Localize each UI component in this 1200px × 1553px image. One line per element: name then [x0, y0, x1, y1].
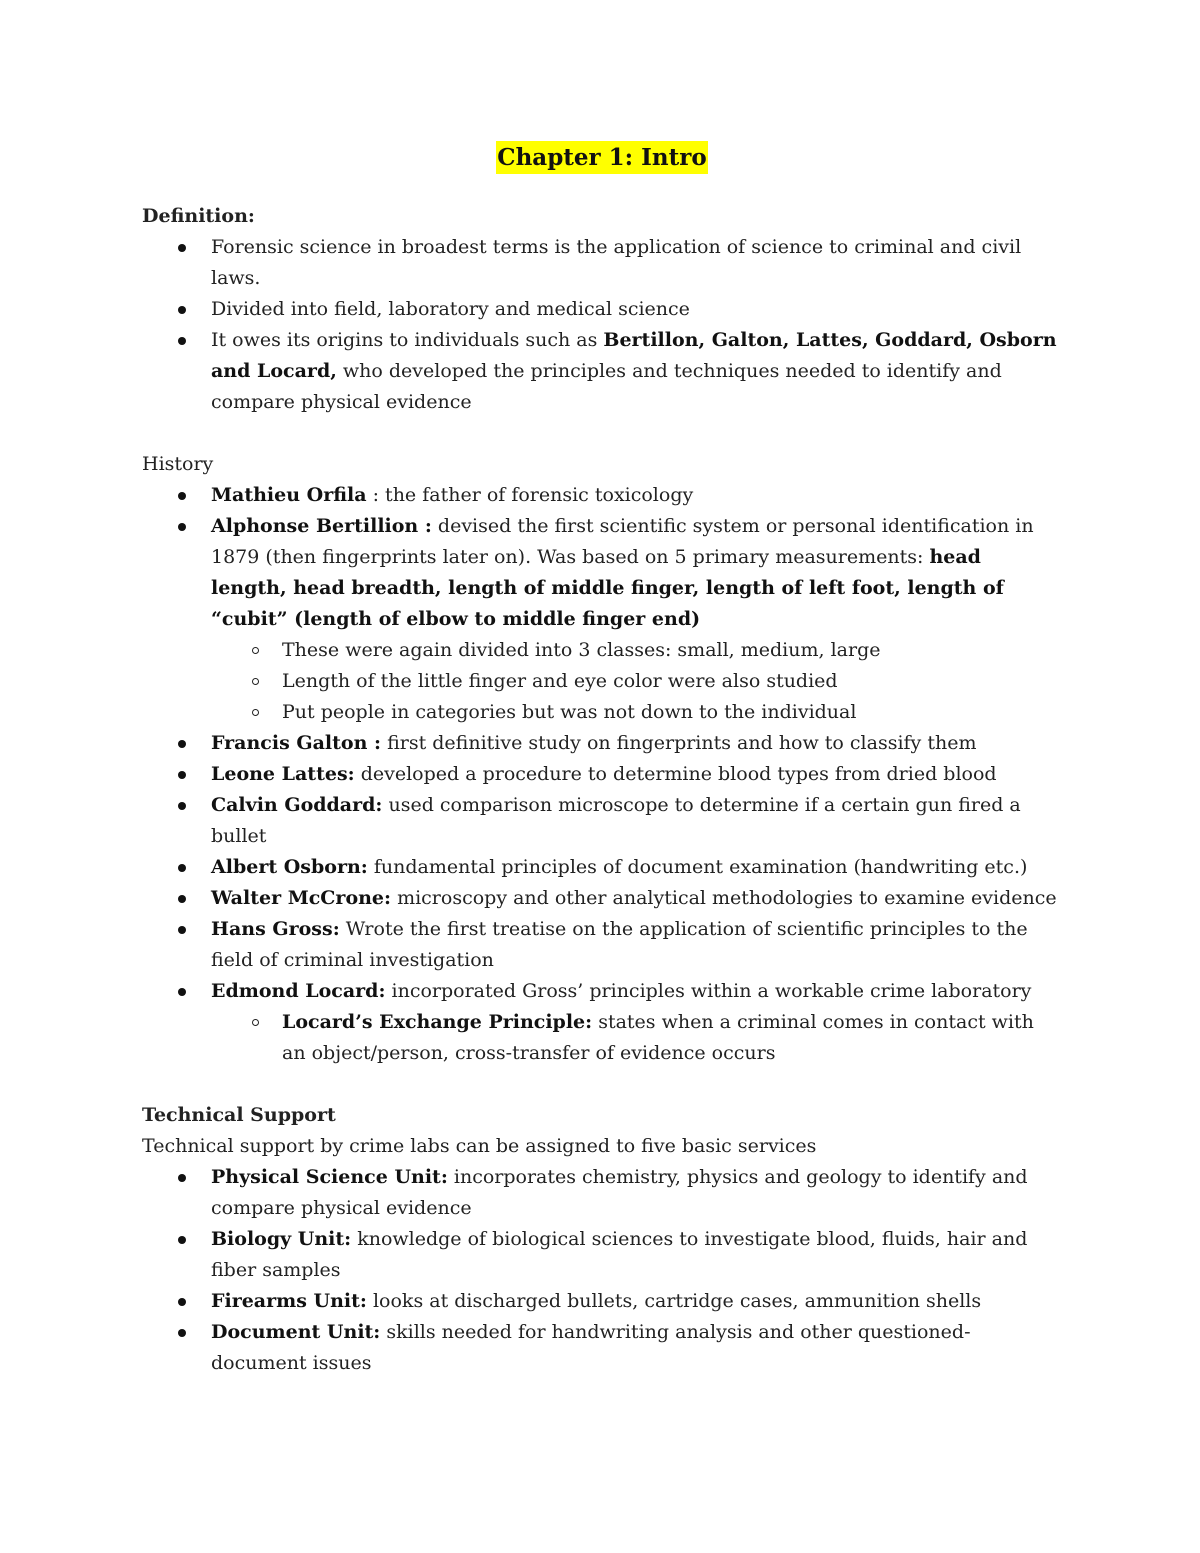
- item-text: knowledge of biological sciences to investigate blood, fluids, hair and fiber samples: [211, 1228, 1028, 1281]
- person-name: Calvin Goddard:: [211, 794, 383, 816]
- unit-name: Physical Science Unit:: [211, 1166, 448, 1188]
- list-item: [142, 1162, 1062, 1224]
- technical-intro: Technical support by crime labs can be assigned to five basic services: [142, 1135, 817, 1157]
- item-bold-text: Bertillon, Galton, Lattes, Goddard, Osborn and Locard,: [211, 329, 1057, 382]
- person-name: Edmond Locard:: [211, 980, 386, 1002]
- principle-name: Locard’s Exchange Principle:: [282, 1011, 593, 1033]
- page-title: Chapter 1: Intro: [496, 141, 707, 174]
- item-text: Length of the little finger and eye color were also studied: [282, 670, 838, 692]
- item-text: first definitive study on fingerprints and how to classify them: [381, 732, 977, 754]
- bullet-icon: [178, 1236, 186, 1244]
- item-text: Forensic science in broadest terms is the application of science to criminal and civil laws.: [211, 236, 1022, 289]
- hollow-bullet-icon: [252, 678, 259, 685]
- item-text: Wrote the first treatise on the application of scientific principles to the field of criminal investigation: [211, 918, 1028, 971]
- bullet-icon: [178, 1174, 186, 1182]
- bullet-icon: [178, 337, 186, 345]
- item-text: Divided into field, laboratory and medical science: [211, 298, 690, 320]
- person-name: Francis Galton :: [211, 732, 382, 754]
- item-text: It owes its origins to individuals such as: [211, 329, 604, 351]
- person-name: Albert Osborn:: [211, 856, 368, 878]
- list-item: [142, 883, 1062, 914]
- list-item: [142, 790, 1062, 852]
- technical-heading: Technical Support: [142, 1104, 336, 1126]
- sub-list-item: [142, 1007, 1062, 1069]
- bullet-icon: [178, 740, 186, 748]
- history-list: [142, 480, 1062, 635]
- bullet-icon: [178, 895, 186, 903]
- item-text: developed a procedure to determine blood types from dried blood: [354, 763, 997, 785]
- technical-list: [142, 1162, 1062, 1379]
- unit-name: Firearms Unit:: [211, 1290, 367, 1312]
- title-block: [142, 140, 1062, 178]
- unit-name: Document Unit:: [211, 1321, 381, 1343]
- list-item: [142, 1224, 1062, 1286]
- list-item: [142, 325, 1062, 418]
- item-text: microscopy and other analytical methodologies to examine evidence: [391, 887, 1057, 909]
- person-name: Leone Lattes:: [211, 763, 355, 785]
- bullet-icon: [178, 1298, 186, 1306]
- item-text: incorporates chemistry, physics and geology to identify and compare physical evidence: [211, 1166, 1028, 1219]
- person-name: Mathieu Orfila: [211, 484, 367, 506]
- bullet-icon: [178, 306, 186, 314]
- bullet-icon: [178, 1329, 186, 1337]
- sub-list-item: [142, 666, 1062, 697]
- bullet-icon: [178, 492, 186, 500]
- item-text: fundamental principles of document examination (handwriting etc.): [367, 856, 1028, 878]
- list-item: [142, 480, 1062, 511]
- document-page: [142, 140, 1062, 1379]
- bullet-icon: [178, 244, 186, 252]
- bullet-icon: [178, 523, 186, 531]
- hollow-bullet-icon: [252, 1019, 259, 1026]
- definition-list: [142, 232, 1062, 418]
- list-item: [142, 976, 1062, 1007]
- bullet-icon: [178, 771, 186, 779]
- item-text: states when a criminal comes in contact with an object/person, cross-transfer of evidence occurs: [282, 1011, 1034, 1064]
- item-text: who developed the principles and techniques needed to identify and compare physical evidence: [211, 360, 1002, 413]
- list-item: [142, 232, 1062, 294]
- item-text: skills needed for handwriting analysis and other questioned-document issues: [211, 1321, 971, 1374]
- list-item: [142, 294, 1062, 325]
- item-text: Put people in categories but was not down to the individual: [282, 701, 857, 723]
- person-name: Alphonse Bertillion :: [211, 515, 432, 537]
- sub-list-item: [142, 635, 1062, 666]
- item-text: These were again divided into 3 classes: small, medium, large: [282, 639, 881, 661]
- item-text: incorporated Gross’ principles within a workable crime laboratory: [385, 980, 1032, 1002]
- item-bold-text: head length, head breadth, length of middle finger, length of left foot, length of “cubit” (length of elbow to middle finger end): [211, 546, 1004, 630]
- bullet-icon: [178, 864, 186, 872]
- history-list-continued: [142, 728, 1062, 1007]
- list-item: [142, 728, 1062, 759]
- item-text: looks at discharged bullets, cartridge cases, ammunition shells: [366, 1290, 982, 1312]
- history-heading: History: [142, 453, 214, 475]
- hollow-bullet-icon: [252, 709, 259, 716]
- list-item: [142, 1317, 1062, 1379]
- list-item: [142, 511, 1062, 635]
- hollow-bullet-icon: [252, 647, 259, 654]
- list-item: [142, 852, 1062, 883]
- item-text: : the father of forensic toxicology: [366, 484, 694, 506]
- bullet-icon: [178, 926, 186, 934]
- list-item: [142, 1286, 1062, 1317]
- unit-name: Biology Unit:: [211, 1228, 352, 1250]
- person-name: Hans Gross:: [211, 918, 340, 940]
- bullet-icon: [178, 988, 186, 996]
- item-text: used comparison microscope to determine if a certain gun fired a bullet: [211, 794, 1021, 847]
- definition-heading: Definition:: [142, 205, 255, 227]
- bullet-icon: [178, 802, 186, 810]
- bertillion-sublist: [142, 635, 1062, 728]
- list-item: [142, 914, 1062, 976]
- person-name: Walter McCrone:: [211, 887, 392, 909]
- item-text: devised the first scientific system or personal identification in 1879 (then fingerprints later on). Was based on 5 primary measurements:: [211, 515, 1034, 568]
- sub-list-item: [142, 697, 1062, 728]
- list-item: [142, 759, 1062, 790]
- locard-sublist: [142, 1007, 1062, 1069]
